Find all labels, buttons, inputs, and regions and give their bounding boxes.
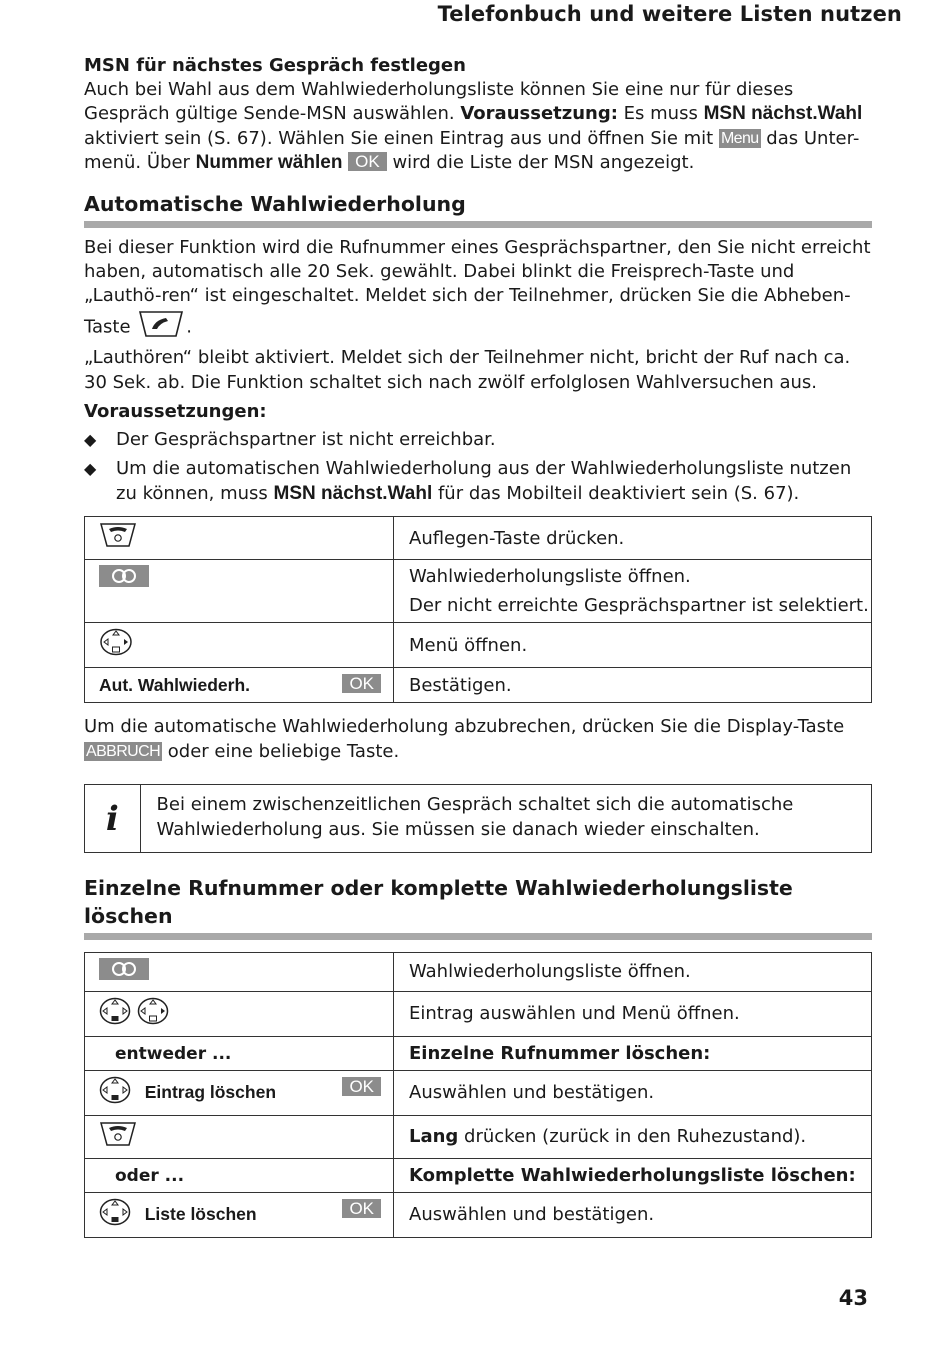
- table-row: Wahlwiederholungsliste öffnen.: [85, 952, 872, 991]
- control-key-right-icon: [99, 628, 133, 663]
- page-header: Telefonbuch und weitere Listen nutzen: [437, 2, 902, 26]
- control-key-down-icon: [99, 997, 131, 1032]
- table-row: Lang drücken (zurück in den Ruhezustand).: [85, 1115, 872, 1158]
- ok-key: OK: [342, 1199, 381, 1218]
- ok-key: OK: [342, 1077, 381, 1096]
- control-key-down-icon: [99, 1198, 131, 1233]
- ok-key: OK: [348, 152, 387, 171]
- control-key-right-icon: [137, 997, 169, 1032]
- menu-key: Menu: [720, 129, 759, 147]
- table-row: Auflegen-Taste drücken.: [85, 517, 872, 560]
- cancel-paragraph: Um die automatische Wahlwiederholung abzubrechen, drücken Sie die Display-Taste ABBRUCH oder eine beliebige Taste.: [84, 716, 845, 762]
- redial-key-icon: [99, 958, 149, 987]
- table-row: Eintrag löschen OK Auswählen und bestätigen.: [85, 1070, 872, 1115]
- hang-up-key-icon: [99, 522, 137, 555]
- msn-heading: MSN für nächstes Gespräch festlegen: [84, 55, 466, 76]
- control-key-down-icon: [99, 1076, 131, 1111]
- ok-key: OK: [342, 674, 381, 693]
- page-content: [84, 52, 872, 1238]
- diamond-bullet-icon: ◆: [84, 430, 97, 450]
- delete-section: [84, 874, 872, 940]
- pickup-key-icon: [136, 309, 186, 346]
- table-row: oder ... Komplette Wahlwiederholungsliste löschen:: [85, 1158, 872, 1192]
- abbruch-key: ABBRUCH: [86, 742, 161, 760]
- table-row: Aut. Wahlwiederh. OK Bestätigen.: [85, 668, 872, 703]
- table-row: Eintrag auswählen und Menü öffnen.: [85, 991, 872, 1036]
- requirements-list: [84, 428, 872, 506]
- requirements-heading: Voraussetzungen:: [84, 401, 267, 423]
- diamond-bullet-icon: ◆: [84, 459, 97, 479]
- list-item: ◆ Der Gesprächspartner ist nicht erreichbar.: [84, 428, 872, 452]
- table-row: Menü öffnen.: [85, 623, 872, 668]
- page-number: 43: [838, 1286, 868, 1310]
- table-row: Liste löschen OK Auswählen und bestätigen.: [85, 1192, 872, 1237]
- auto-paragraph: Bei dieser Funktion wird die Rufnummer eines Gesprächspartner, den Sie nicht erreicht haben, automatisch alle 20 Sek. gewählt. Dabei blinkt die Freisprech-Taste und „Lauthö-ren“ ist eingeschaltet. Meldet sich der Teilnehmer, drücken Sie die Abheben-Taste . „Lauthören“ bleibt aktiviert. Meldet sich der Teilnehmer nicht, bricht der Ruf nach ca. 30 Sek. ab. Die Funktion schaltet sich nach zwölf erfolglosen Wahlversuchen aus.: [84, 236, 871, 393]
- section-rule: [84, 221, 872, 228]
- list-item: ◆ Um die automatischen Wahlwiederholung aus der Wahlwiederholungsliste nutzen zu können, muss MSN nächst.Wahl für das Mobilteil deaktiviert sein (S. 67).: [84, 458, 852, 504]
- info-text: Bei einem zwischenzeitlichen Gespräch schaltet sich die automatische Wahlwiederholung aus. Sie müssen sie danach wieder einschalten.: [156, 794, 794, 840]
- auto-steps-table: [84, 516, 872, 703]
- section-rule: [84, 933, 872, 940]
- msn-paragraph: Auch bei Wahl aus dem Wahlwiederholungsliste können Sie eine nur für dieses Gespräch gültige Sende-MSN auswählen. Voraussetzung: Es muss MSN nächst.Wahl aktiviert sein (S. 67). Wählen Sie einen Eintrag aus und öffnen Sie mit Menu das Unter-menü. Über Nummer wählen OK wird die Liste der MSN angezeigt.: [84, 79, 863, 174]
- table-row: Wahlwiederholungsliste öffnen. Der nicht erreichte Gesprächspartner ist selektiert.: [85, 560, 872, 623]
- auto-heading: Automatische Wahlwiederholung: [84, 191, 466, 216]
- info-icon: i: [85, 785, 141, 852]
- table-row: entweder ... Einzelne Rufnummer löschen:: [85, 1036, 872, 1070]
- delete-heading: Einzelne Rufnummer oder komplette Wahlwiederholungsliste löschen: [84, 875, 793, 928]
- hang-up-key-icon: [99, 1121, 137, 1154]
- info-box: [84, 784, 872, 853]
- delete-steps-table: [84, 952, 872, 1238]
- auto-section: [84, 190, 872, 228]
- redial-key-icon: [99, 565, 149, 594]
